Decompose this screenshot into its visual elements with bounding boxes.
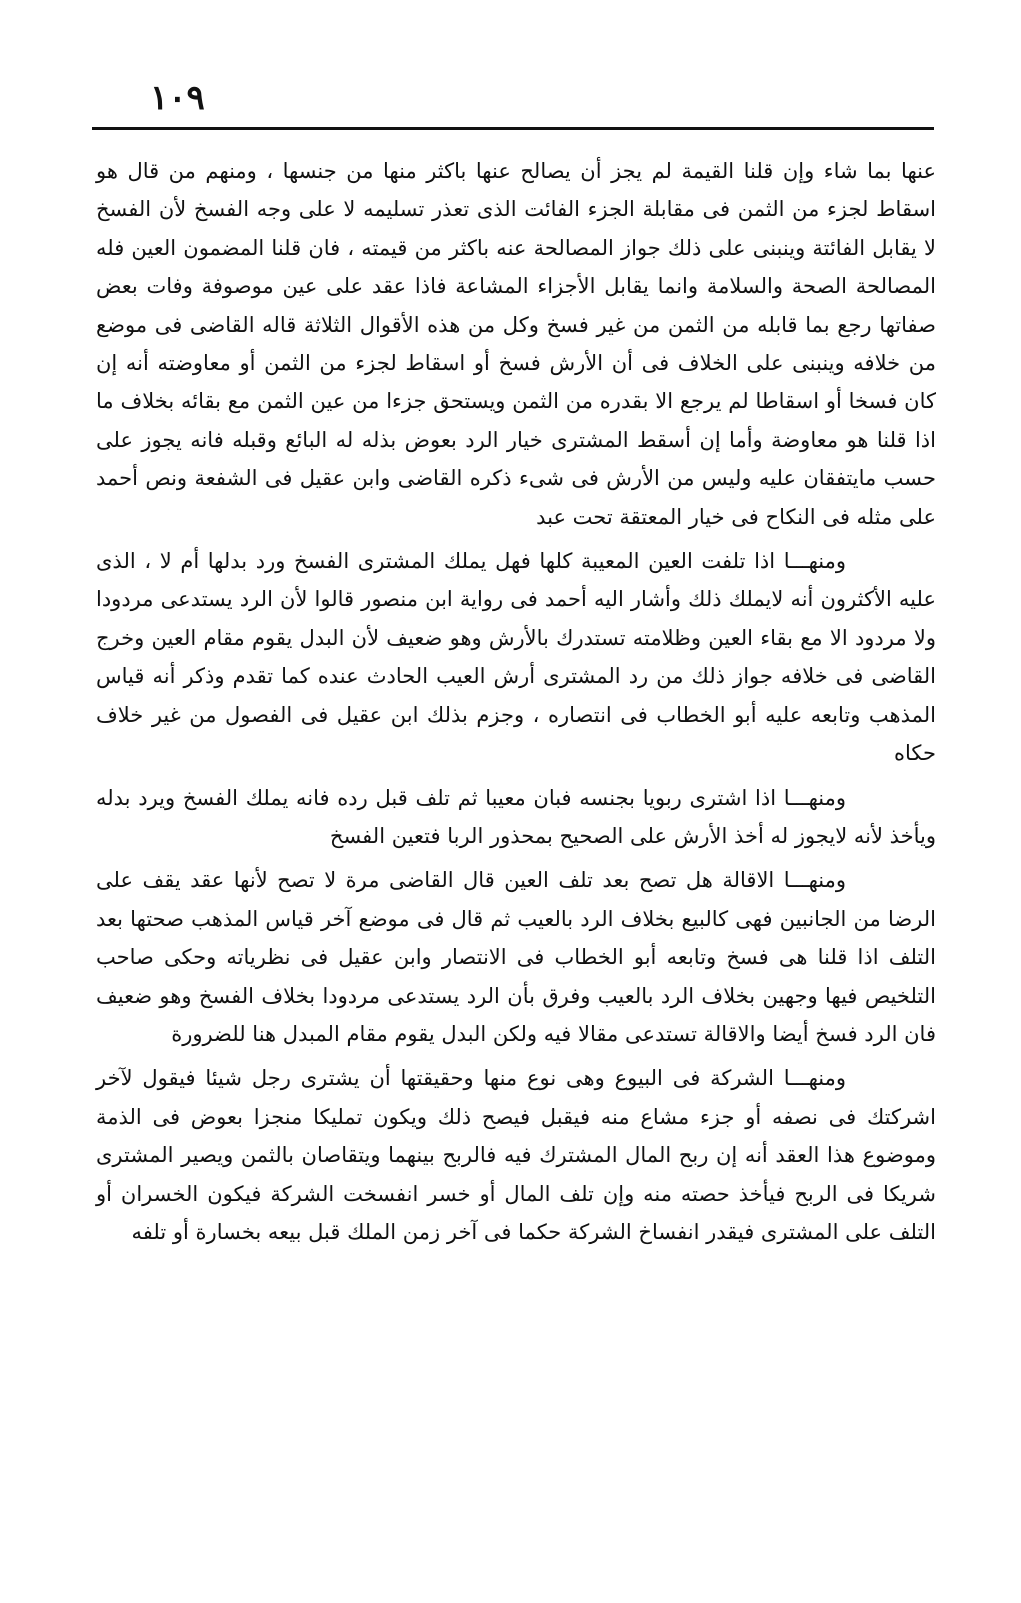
paragraph-2: ومنهـــا اذا تلفت العين المعيبة كلها فهل يملك المشترى الفسخ ورد بدلها أم لا ، الذى عليه الأكثرون أنه لايملك ذلك وأشار اليه أحمد فى رواية ابن منصور قالوا لأن الرد يستدعى مردودا ولا مردود الا مع بقاء العين وظلامته تستدرك بالأرش وهو ضعيف لأن البدل يقوم مقام العين وخرج القاضى فى خلافه جواز ذلك من رد المشترى أرش العيب الحادث عنده كما تقدم وذكر أنه قياس المذهب وتابعه عليه أبو الخطاب فى انتصاره ، وجزم بذلك ابن عقيل فى الفصول من غير خلاف حكاه <box>96 549 936 766</box>
header-rule <box>92 127 934 130</box>
paragraph-4: ومنهـــا الاقالة هل تصح بعد تلف العين قال القاضى مرة لا تصح لأنها عقد يقف على الرضا من الجانبين فهى كالبيع بخلاف الرد بالعيب ثم قال فى موضع آخر قياس المذهب صحتها بعد التلف اذا قلنا هى فسخ وتابعه أبو الخطاب فى الانتصار وابن عقيل فى نظرياته وحكى صاحب التلخيص فيها وجهين بخلاف الرد بالعيب وفرق بأن الرد يستدعى مردودا بخلاف الفسخ وهو ضعيف فان الرد فسخ أيضا والاقالة تستدعى مقالا فيه ولكن البدل يقوم مقام المبدل هنا للضرورة <box>96 868 936 1046</box>
paragraph-5: ومنهـــا الشركة فى البيوع وهى نوع منها وحقيقتها أن يشترى رجل شيئا فيقول لآخر اشركتك فى نصفه أو جزء مشاع منه فيقبل فيصح ذلك ويكون تمليكا منجزا بعوض فى الذمة وموضوع هذا العقد أنه إن ربح المال المشترك فيه فالربح بينهما ويتقاصان بالثمن ويصير المشترى شريكا فى الربح فيأخذ حصته منه وإن تلف المال أو خسر انفسخت الشركة فيكون الخسران أو التلف على المشترى فيقدر انفساخ الشركة حكما فى آخر زمن الملك قبل بيعه بخسارة أو تلفه <box>96 1066 936 1244</box>
paragraph-3: ومنهـــا اذا اشترى ربويا بجنسه فبان معيبا ثم تلف قبل رده فانه يملك الفسخ ويرد بدله ويأخذ لأنه لايجوز له أخذ الأرش على الصحيح بمحذور الربا فتعين الفسخ <box>96 785 936 848</box>
page-number: ١٠٩ <box>150 78 205 118</box>
body-text <box>96 152 936 1251</box>
paragraph-1: عنها بما شاء وإن قلنا القيمة لم يجز أن يصالح عنها باكثر منها من جنسها ، ومنهم من قال هو اسقاط لجزء من الثمن فى مقابلة الجزء الفائت الذى تعذر تسليمه لا على وجه الفسخ لأن الفسخ لا يقابل الفائتة وينبنى على ذلك جواز المصالحة عنه باكثر من قيمته ، فان قلنا المضمون العين فله المصالحة الصحة والسلامة وانما يقابل الأجزاء المشاعة فاذا عقد على عين موصوفة وفات بعض صفاتها رجع بما قابله من الثمن من غير فسخ وكل من هذه الأقوال الثلاثة قاله القاضى فى موضع من خلافه وينبنى على الخلاف فى أن الأرش فسخ أو اسقاط لجزء من الثمن أو معاوضته أنه إن كان فسخا أو اسقاطا لم يرجع الا بقدره من الثمن ويستحق جزءا من عين الثمن مع بقائه بخلاف ما اذا قلنا هو معاوضة وأما إن أسقط المشترى خيار الرد بعوض بذله له البائع وقبله فانه يجوز على حسب مايتفقان عليه وليس من الأرش فى شىء ذكره القاضى وابن عقيل فى الشفعة ونص أحمد على مثله فى النكاح فى خيار المعتقة تحت عبد <box>96 159 936 529</box>
